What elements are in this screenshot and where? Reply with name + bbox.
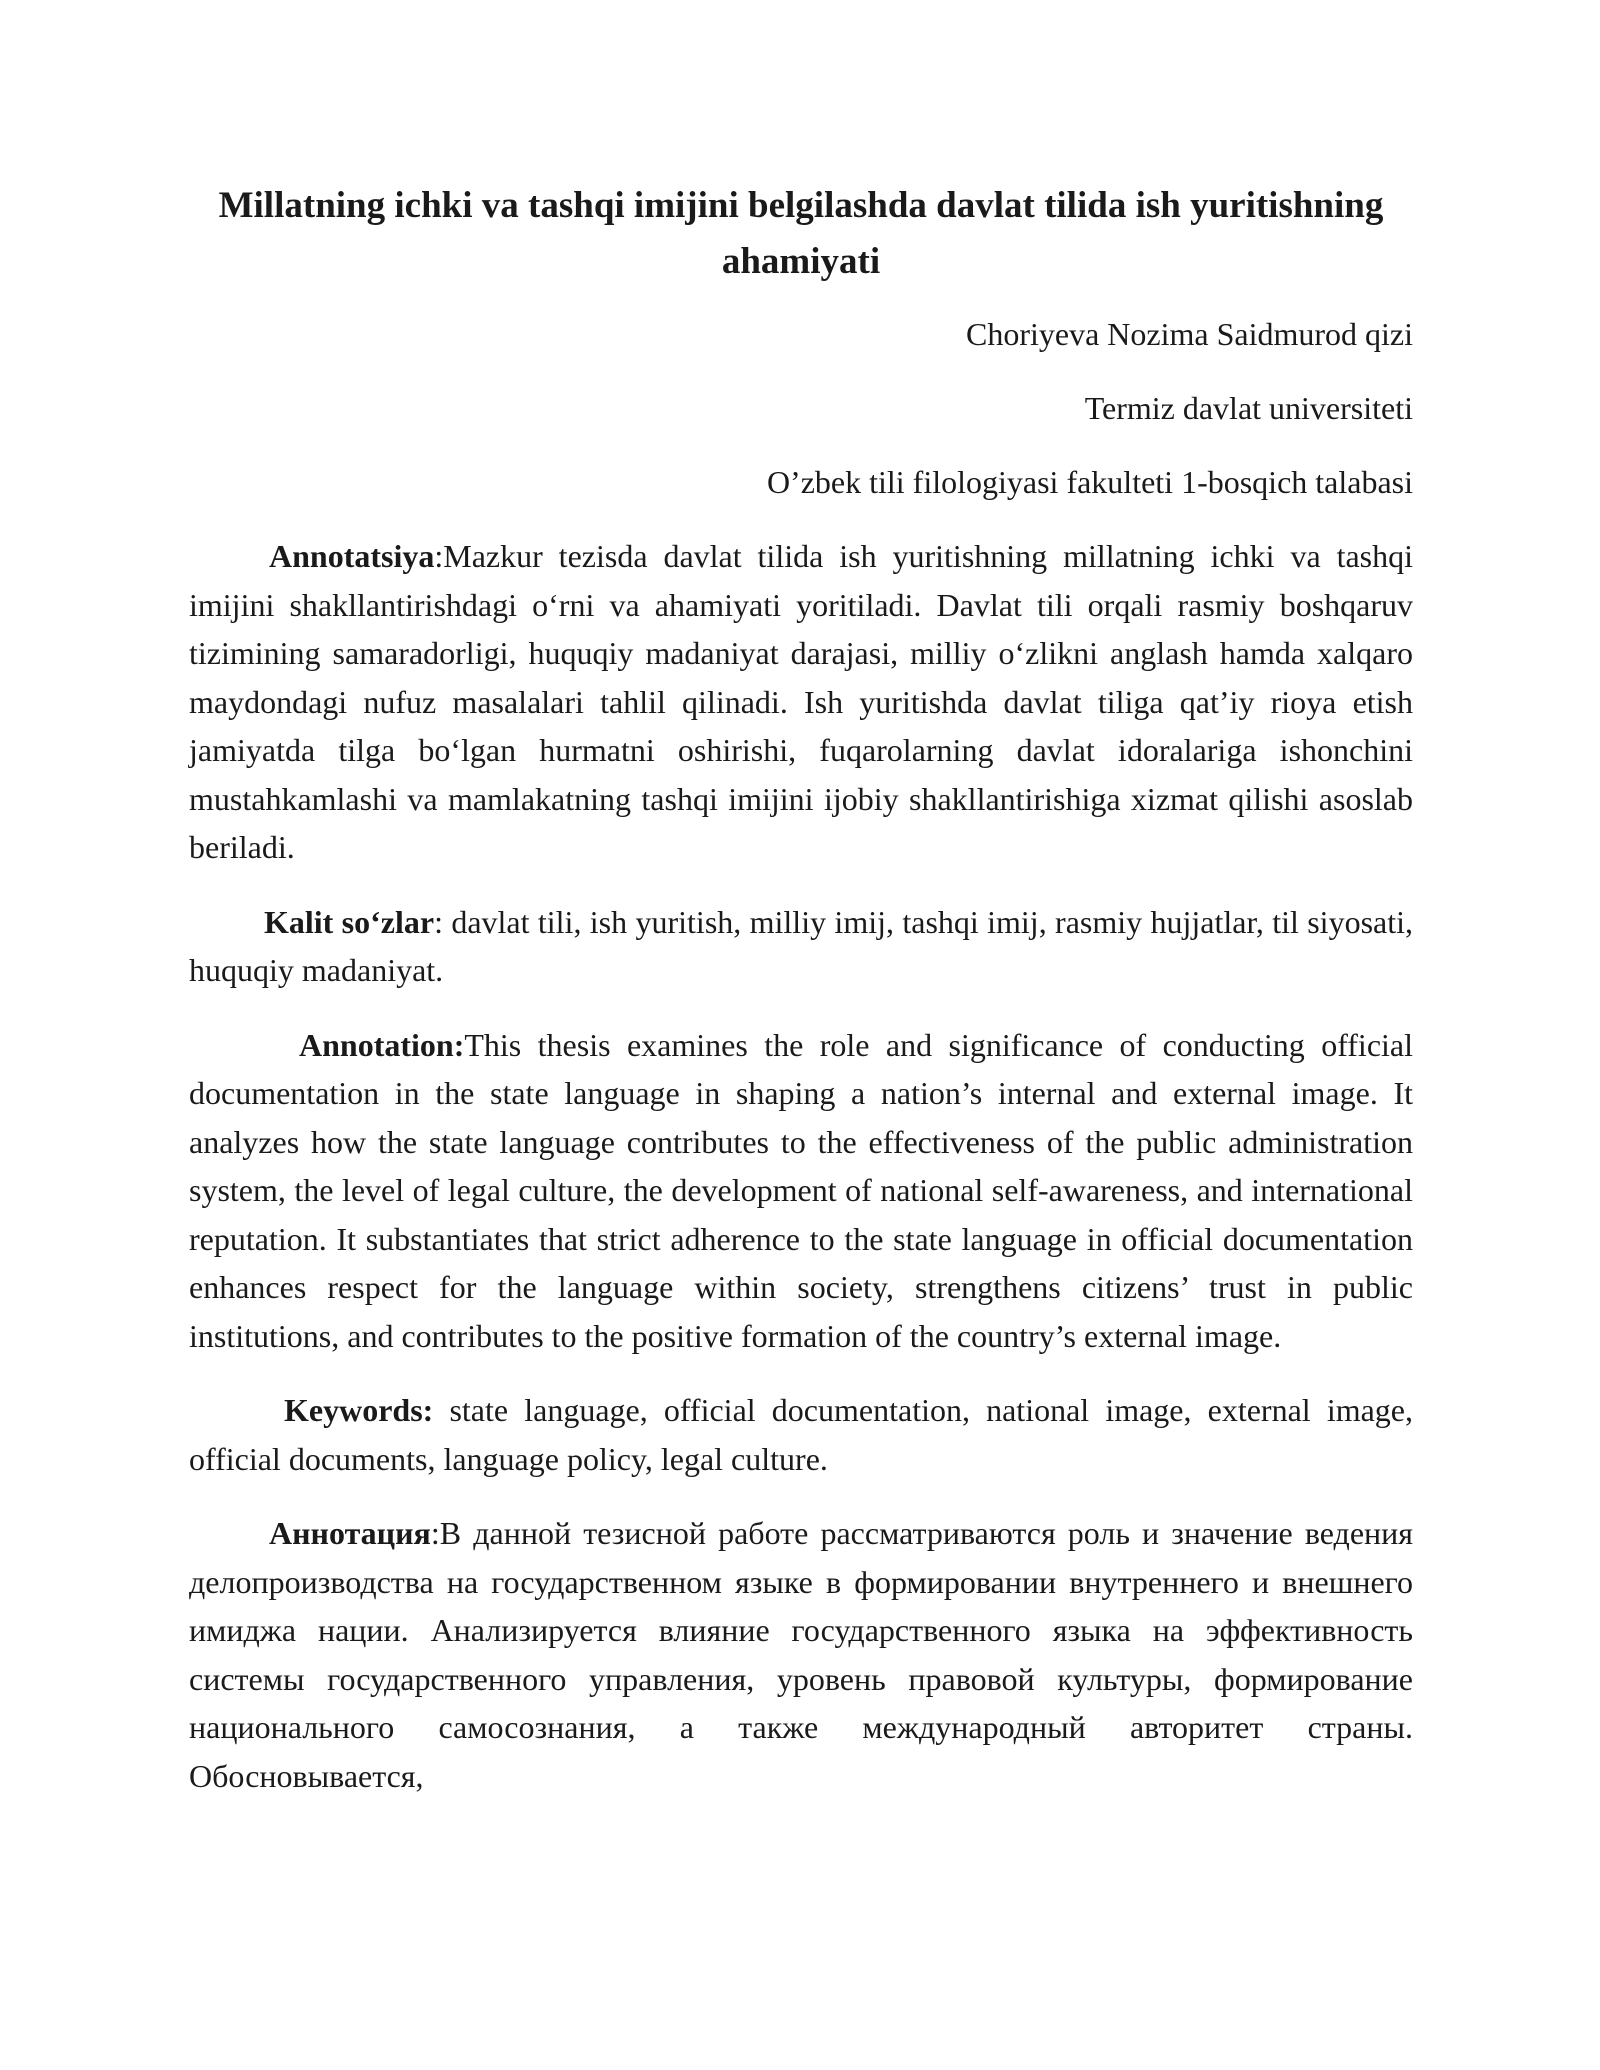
annotatsiya-ru-paragraph [189, 1509, 1413, 1800]
author-faculty: O’zbek tili filologiyasi fakulteti 1-bosqich talabasi [766, 464, 1413, 500]
annotatsiya-ru-label: Аннотация [269, 1515, 431, 1551]
keywords-text: state language, official documentation, national image, external image, official documents, language policy, legal culture. [189, 1392, 1413, 1477]
annotation-text: This thesis examines the role and significance of conducting official documentation in the state language in shaping a nation’s internal and external image. It analyzes how the state language contributes to the effectiveness of the public administration system, the level of legal culture, the development of national self-awareness, and international reputation. It substantiates that strict adherence to the state language in official documentation enhances respect for the language within society, strengthens citizens’ trust in public institutions, and contributes to the positive formation of the country’s external image. [189, 1026, 1413, 1354]
annotatsiya-paragraph [189, 532, 1413, 872]
author-university: Termiz davlat universiteti [1084, 390, 1413, 426]
article-title: Millatning ichki va tashqi imijini belgilashda davlat tilida ish yuritishning ahamiyati [218, 185, 1384, 282]
annotatsiya-label: Annotatsiya [269, 538, 435, 574]
annotation-paragraph [189, 1021, 1413, 1361]
kalit-sozlar-paragraph [189, 898, 1413, 995]
annotatsiya-text: :Mazkur tezisda davlat tilida ish yuritishning millatning ichki va tashqi imijini shakllantirishdagi o‘rni va ahamiyati yoritiladi. Davlat tili orqali rasmiy boshqaruv tizimining samaradorligi, huquqiy madaniyat darajasi, milliy o‘zlikni anglash hamda xalqaro maydondagi nufuz masalalari tahlil qilinadi. Ish yuritishda davlat tiliga qat’iy rioya etish jamiyatda tilga bo‘lgan hurmatni oshirishi, fuqarolarning davlat idoralariga ishonchini mustahkamlashi va mamlakatning tashqi imijini ijobiy shakllantirishiga xizmat qilishi asoslab beriladi. [189, 538, 1413, 865]
author-name: Choriyeva Nozima Saidmurod qizi [965, 316, 1413, 352]
kalit-sozlar-label: Kalit so‘zlar [264, 903, 435, 940]
kalit-sozlar-text: : davlat tili, ish yuritish, milliy imij, tashqi imij, rasmiy hujjatlar, til siyosati, huquqiy madaniyat. [189, 903, 1414, 988]
annotation-label: Annotation: [299, 1026, 465, 1063]
document-body [189, 178, 1413, 1826]
annotatsiya-ru-text: :В данной тезисной работе рассматриваются роль и значение ведения делопроизводства на государственном языке в формировании внутреннего и внешнего имиджа нации. Анализируется влияние государственного языка на эффективность системы государственного управления, уровень правовой культуры, формирование национального самосознания, а также международный авторитет страны. Обосновывается, [189, 1515, 1413, 1794]
keywords-label: Keywords: [284, 1392, 434, 1428]
keywords-paragraph [189, 1386, 1413, 1483]
